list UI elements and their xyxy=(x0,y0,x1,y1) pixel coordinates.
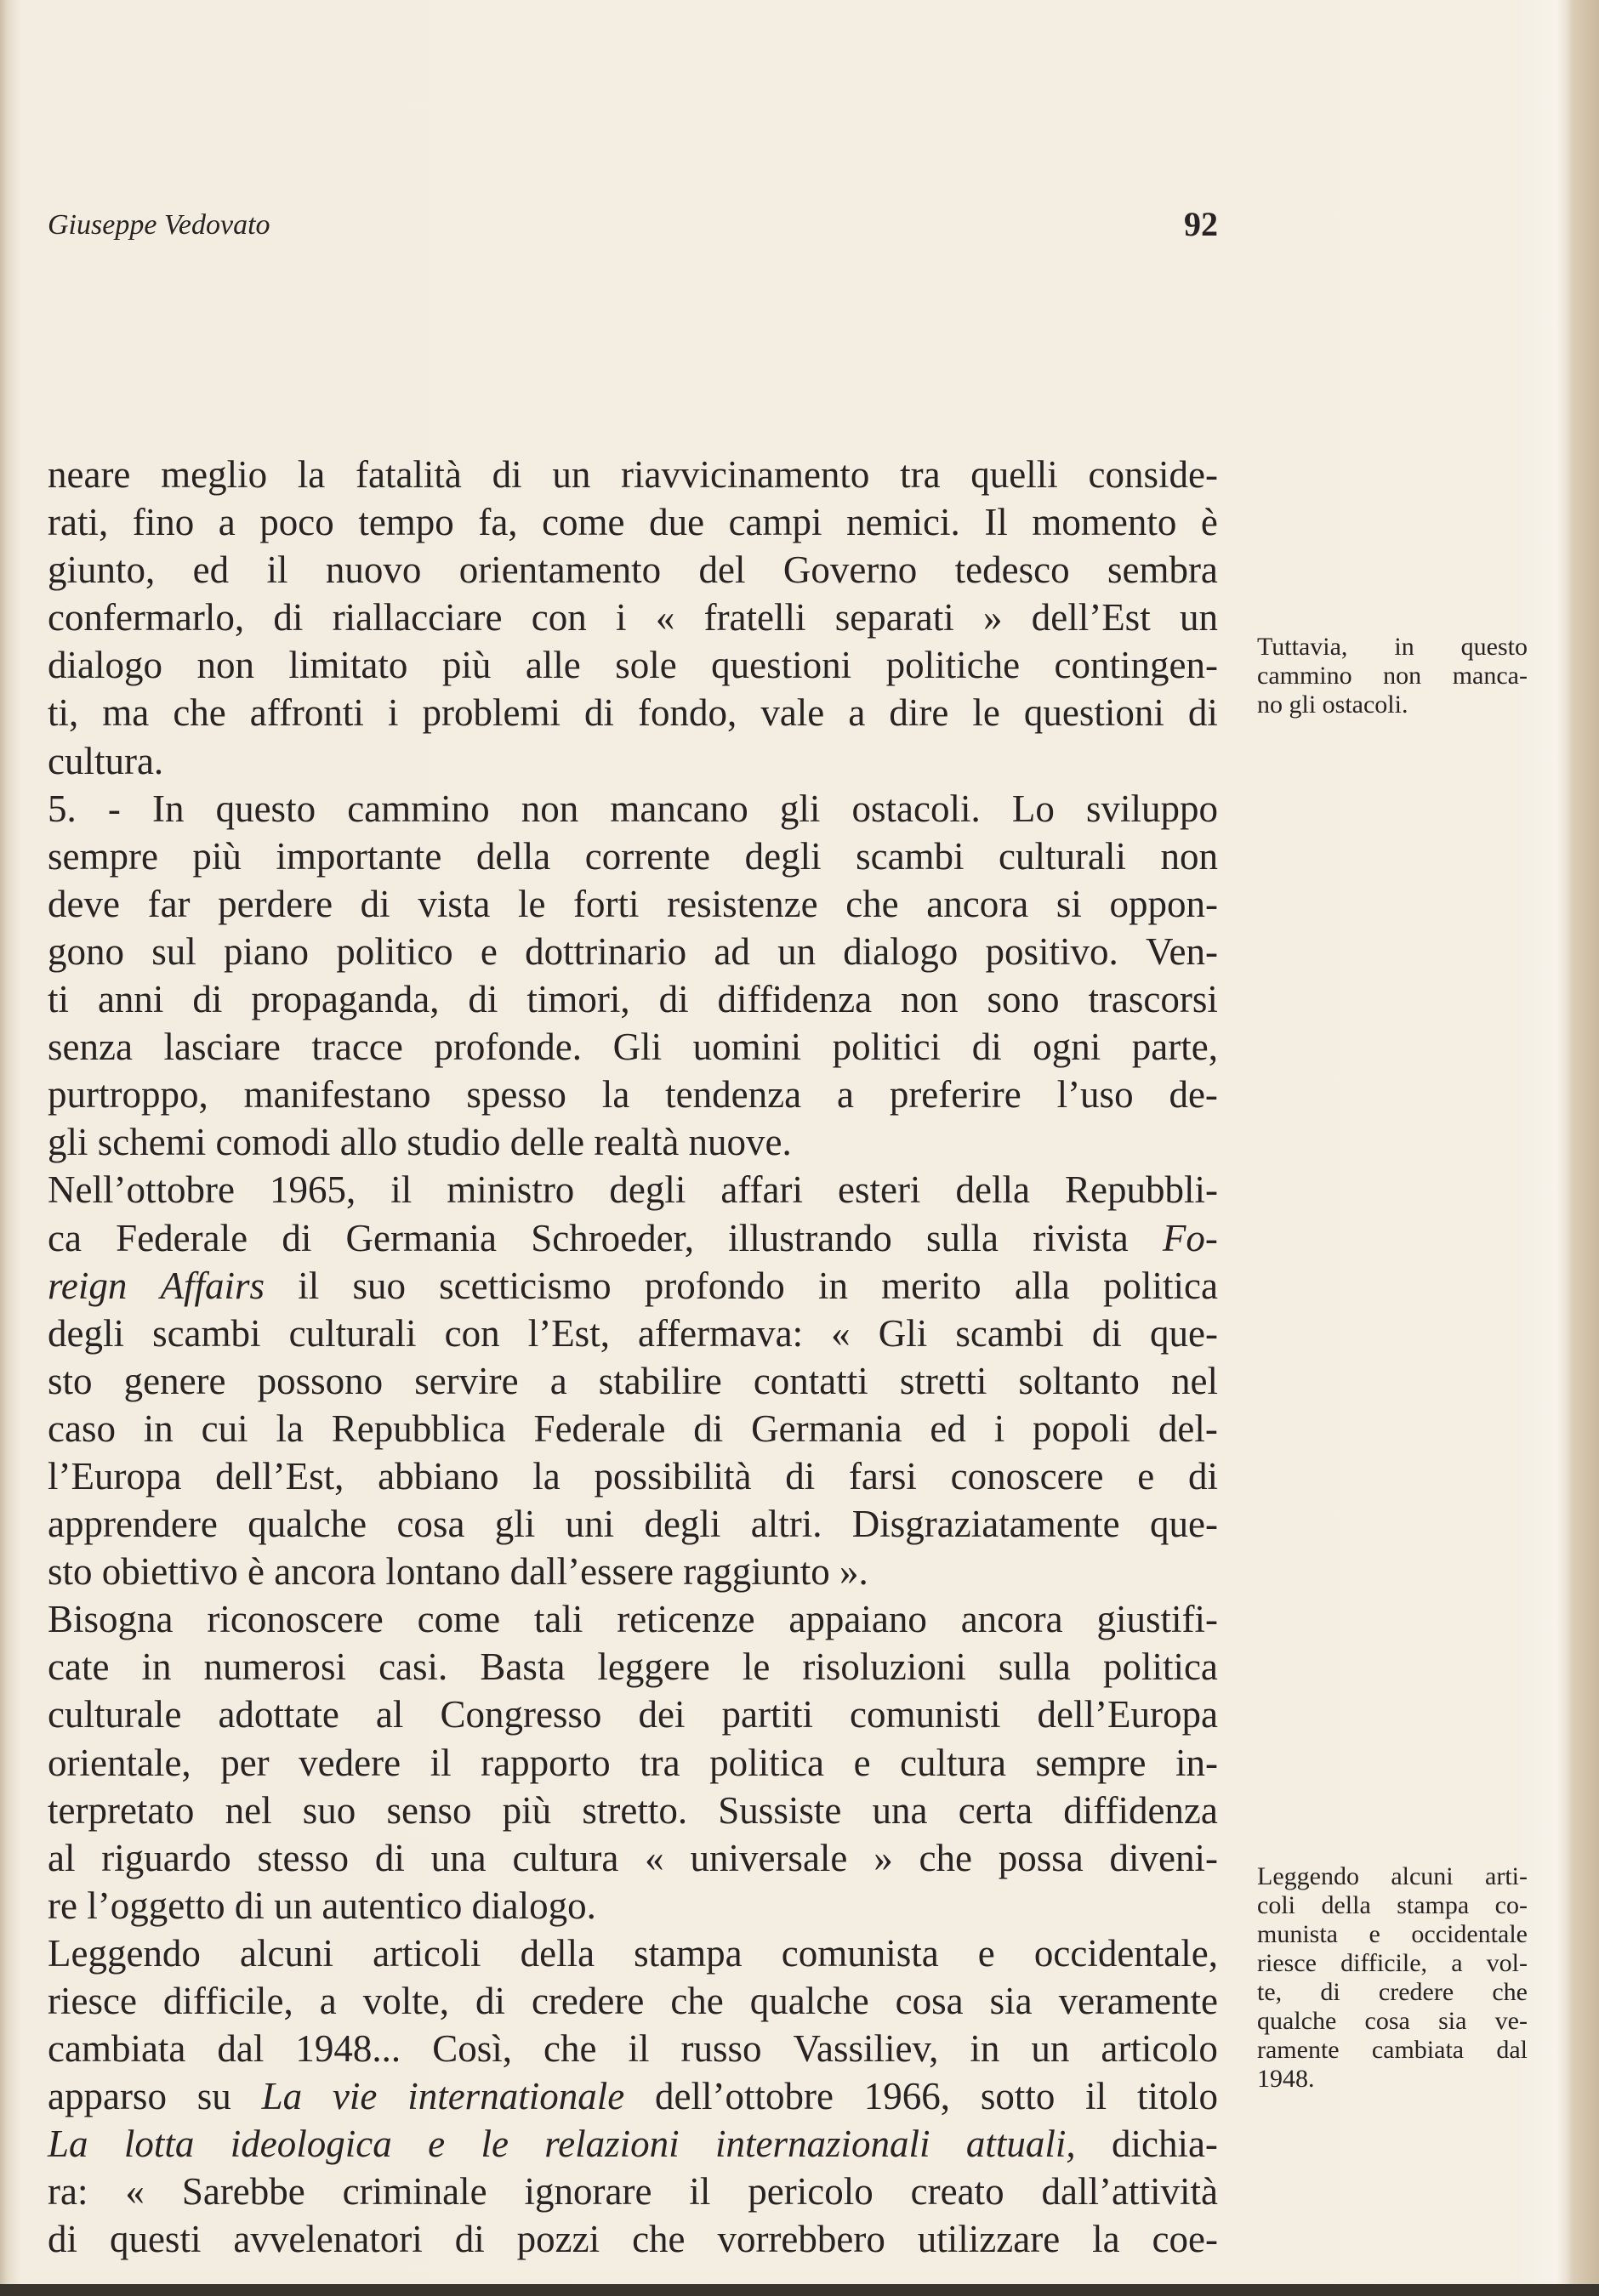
text-line: Nell’ottobre 1965, il ministro degli affari esteri della Repubbli- xyxy=(48,1168,1218,1212)
text-line: riesce difficile, a volte, di credere che qualche cosa sia veramente xyxy=(48,1980,1218,2022)
margin-note-line: munista e occidentale xyxy=(1257,1920,1528,1948)
text-line: confermarlo, di riallacciare con i « fratelli separati » dell’Est un xyxy=(48,596,1218,639)
margin-note-press xyxy=(1257,1862,1528,2094)
text-line: sempre più importante della corrente degli scambi culturali non xyxy=(48,834,1218,878)
text-line: ti, ma che affronti i problemi di fondo, vale a dire le questioni di xyxy=(48,691,1218,735)
text-line: cambiata dal 1948... Così, che il russo Vassiliev, in un articolo xyxy=(48,2027,1218,2071)
margin-note-line: no gli ostacoli. xyxy=(1257,691,1408,719)
margin-note-line: cammino non manca- xyxy=(1257,662,1528,690)
text-line: Bisogna riconoscere come tali reticenze appaiano ancora giustifi- xyxy=(48,1598,1218,1641)
text-segment: cultura. xyxy=(48,739,164,782)
text-line: ca Federale di Germania Schroeder, illustrando sulla rivista Fo- xyxy=(48,1216,1218,1259)
margin-note-line: 1948. xyxy=(1257,2065,1315,2093)
page-number: 92 xyxy=(1184,205,1218,243)
text-line: 5. - In questo cammino non mancano gli ostacoli. Lo sviluppo xyxy=(48,787,1218,830)
text-line: culturale adottate al Congresso dei partiti comunisti dell’Europa xyxy=(48,1693,1218,1736)
text-line: gono sul piano politico e dottrinario ad un dialogo positivo. Ven- xyxy=(48,929,1218,973)
text-line: neare meglio la fatalità di un riavvicinamento tra quelli conside- xyxy=(48,453,1218,496)
text-line: al riguardo stesso di una cultura « universale » che possa diveni- xyxy=(48,1836,1218,1879)
margin-note-line: riesce difficile, a vol- xyxy=(1257,1949,1528,1977)
margin-note-line: Leggendo alcuni arti- xyxy=(1257,1862,1528,1890)
text-line xyxy=(48,1882,1218,1929)
text-line: senza lasciare tracce profonde. Gli uomini politici di ogni parte, xyxy=(48,1026,1218,1069)
text-line: sto genere possono servire a stabilire contatti stretti soltanto nel xyxy=(48,1359,1218,1402)
text-line: cate in numerosi casi. Basta leggere le risoluzioni sulla politica xyxy=(48,1645,1218,1689)
margin-note-line: te, di credere che xyxy=(1257,1978,1528,2006)
text-line: giunto, ed il nuovo orientamento del Governo tedesco sembra xyxy=(48,548,1218,592)
margin-note-line: ramente cambiata dal xyxy=(1257,2036,1528,2064)
text-line: rati, fino a poco tempo fa, come due campi nemici. Il momento è xyxy=(48,501,1218,544)
text-line: dialogo non limitato più alle sole questioni politiche contingen- xyxy=(48,644,1218,687)
body-text xyxy=(48,451,1218,2264)
text-line: di questi avvelenatori di pozzi che vorrebbero utilizzare la coe- xyxy=(48,2218,1218,2261)
margin-note-line: qualche cosa sia ve- xyxy=(1257,2007,1528,2035)
text-segment: gli schemi comodi allo studio delle realtà nuove. xyxy=(48,1121,792,1164)
text-line: Leggendo alcuni articoli della stampa comunista e occidentale, xyxy=(48,1931,1218,1975)
text-segment: sto obiettivo è ancora lontano dall’essere raggiunto ». xyxy=(48,1550,868,1594)
text-line: ra: « Sarebbe criminale ignorare il pericolo creato dall’attività xyxy=(48,2170,1218,2214)
margin-note-line: Tuttavia, in questo xyxy=(1257,633,1528,661)
text-segment: re l’oggetto di un autentico dialogo. xyxy=(48,1884,596,1927)
text-line: caso in cui la Repubblica Federale di Germania ed i popoli del- xyxy=(48,1407,1218,1450)
text-line xyxy=(48,737,1218,785)
margin-note-obstacles xyxy=(1257,633,1528,719)
text-line: apprendere qualche cosa gli uni degli altri. Disgraziatamente que- xyxy=(48,1503,1218,1546)
margin-note-line: coli della stampa co- xyxy=(1257,1891,1528,1919)
text-line: orientale, per vedere il rapporto tra politica e cultura sempre in- xyxy=(48,1741,1218,1784)
text-line: reign Affairs il suo scetticismo profondo in merito alla politica xyxy=(48,1264,1218,1307)
text-line: degli scambi culturali con l’Est, affermava: « Gli scambi di que- xyxy=(48,1311,1218,1355)
text-line xyxy=(48,1548,1218,1595)
text-line: terpretato nel suo senso più stretto. Sussiste una certa diffidenza xyxy=(48,1788,1218,1832)
text-line xyxy=(48,1118,1218,1166)
text-line: purtroppo, manifestano spesso la tendenza a preferire l’uso de- xyxy=(48,1073,1218,1117)
text-line: La lotta ideologica e le relazioni internazionali attuali, dichia- xyxy=(48,2123,1218,2166)
text-line: l’Europa dell’Est, abbiano la possibilità di farsi conoscere e di xyxy=(48,1454,1218,1498)
page-bottom-edge xyxy=(0,2284,1599,2296)
text-line: deve far perdere di vista le forti resistenze che ancora si oppon- xyxy=(48,882,1218,925)
text-line: apparso su La vie internationale dell’ottobre 1966, sotto il titolo xyxy=(48,2075,1218,2118)
text-line: ti anni di propaganda, di timori, di diffidenza non sono trascorsi xyxy=(48,978,1218,1021)
running-header-author: Giuseppe Vedovato xyxy=(48,209,270,241)
